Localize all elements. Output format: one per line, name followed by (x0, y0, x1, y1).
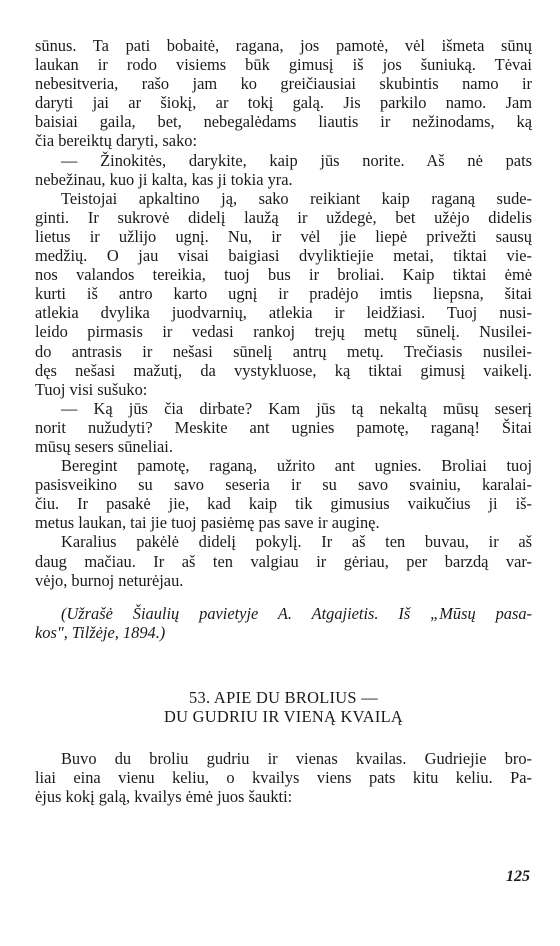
text-line: sūnus. Ta pati bobaitė, ragana, jos pamotė, vėl išmeta sūnų (35, 36, 532, 55)
text-line: Beregint pamotę, raganą, užrito ant ugnies. Broliai tuoj (61, 456, 532, 476)
text-line: daryti jai ar šiokį, ar tokį galą. Jis parkilo namo. Jam (35, 93, 532, 113)
text-line: Karalius pakėlė didelį pokylį. Ir aš ten buvau, ir aš (61, 532, 532, 552)
story-continuation (35, 36, 532, 151)
text-line: lietus ir užlijo ugnį. Nu, ir vėl jie liepė privežti sausų (35, 226, 532, 246)
paragraph-trial (35, 189, 532, 399)
text-line: liai eina vienu keliu, o kvailys viens pats kitu keliu. Pa- (35, 768, 532, 787)
text-line: nos valandos tereikia, tuoj bus ir broliai. Kaip tiktai ėmė (35, 265, 532, 285)
text-line: baisiai gaila, bet, nebegalėdams liautis ir nežinodams, ką (35, 112, 532, 132)
text-line: Teistojai apkaltino ją, sako reikiant kaip raganą sude- (61, 188, 532, 208)
text-line: ginti. Ir sukrovė didelį laužą ir uždegė, bet užėjo didelis (35, 207, 532, 227)
text-line: čia bereiktų daryti, sako: (35, 131, 198, 151)
paragraph-feast (35, 532, 532, 589)
page-number: 125 (506, 868, 530, 885)
text-line: Buvo du broliu gudriu ir vienas kvailas. Gudriejie bro- (61, 748, 532, 768)
text-line: metus laukan, tai jie tuoj pasiėmę pas save ir auginę. (35, 513, 380, 533)
text-line: kurti iš antro karto ugnį ir pradėjo imtis liepsna, šitai (35, 284, 532, 304)
chapter-title-line: 53. APIE DU BROLIUS — (189, 687, 378, 707)
source-note (35, 604, 532, 642)
text-line: medžių. O jau visai baigiasi dvyliktiejie metai, tiktai vie- (35, 246, 532, 266)
text-line: laukan ir rodo visiems būk gimusį iš jos šuniuką. Tėvai (35, 55, 532, 75)
text-line: Tuoj visi sušuko: (35, 379, 148, 399)
source-line: kos", Tilžėje, 1894.) (35, 622, 166, 642)
chapter-title (35, 688, 532, 727)
text-line: dęs nešasi mažutį, da vystykluose, ką tiktai gimusį vaikelį. (35, 360, 532, 380)
paragraph-stepmother (35, 456, 532, 532)
source-line: (Užrašė Šiaulių pavietyje A. Atgajietis. Iš „Mūsų pasa- (61, 603, 532, 623)
chapter-opening-paragraph (35, 749, 532, 806)
chapter-title-line: DU GUDRIU IR VIENĄ KVAILĄ (163, 707, 404, 727)
text-line: daug mačiau. Ir aš ten valgiau ir gėriau, per barzdą var- (35, 551, 532, 571)
text-line: nebežinau, kuo ji kalta, kas ji tokia yra. (35, 169, 293, 189)
text-line: ėjus kokį galą, kvailys ėmė juos šaukti: (35, 787, 293, 807)
text-line: atlekia dvylika juodvarnių, atlekia ir leidžiasi. Tuoj nusi- (35, 303, 532, 323)
text-line: vėjo, burnoj neturėjau. (35, 570, 184, 590)
text-line: norit nužudyti? Meskite ant ugnies pamotę, raganą! Šitai (35, 417, 532, 437)
text-line: nebesitveria, rašo jam ko greičiausiai skubintis namo ir (35, 74, 532, 94)
text-line: — Ką jūs čia dirbate? Kam jūs tą nekaltą mūsų seserį (61, 398, 532, 418)
text-line: pasisveikino su savo seseria ir su savo svainiu, karalai- (35, 475, 532, 495)
text-line: čiu. Ir pasakė jie, kad kaip tik gimusius vaikučius ji iš- (35, 494, 532, 514)
text-line: mūsų sesers sūneliai. (35, 436, 173, 456)
text-line: — Žinokitės, darykite, kaip jūs norite. Aš nė pats (61, 150, 532, 170)
text-line: leido pirmasis ir vedasi rankoj trejų metų sūnelį. Nusilei- (35, 322, 532, 342)
text-line: do antrasis ir nešasi sūnelį antrų metų. Trečiasis nusilei- (35, 341, 532, 361)
page-text (35, 36, 532, 806)
paragraph-dialogue-1 (35, 151, 532, 189)
paragraph-dialogue-2 (35, 399, 532, 456)
